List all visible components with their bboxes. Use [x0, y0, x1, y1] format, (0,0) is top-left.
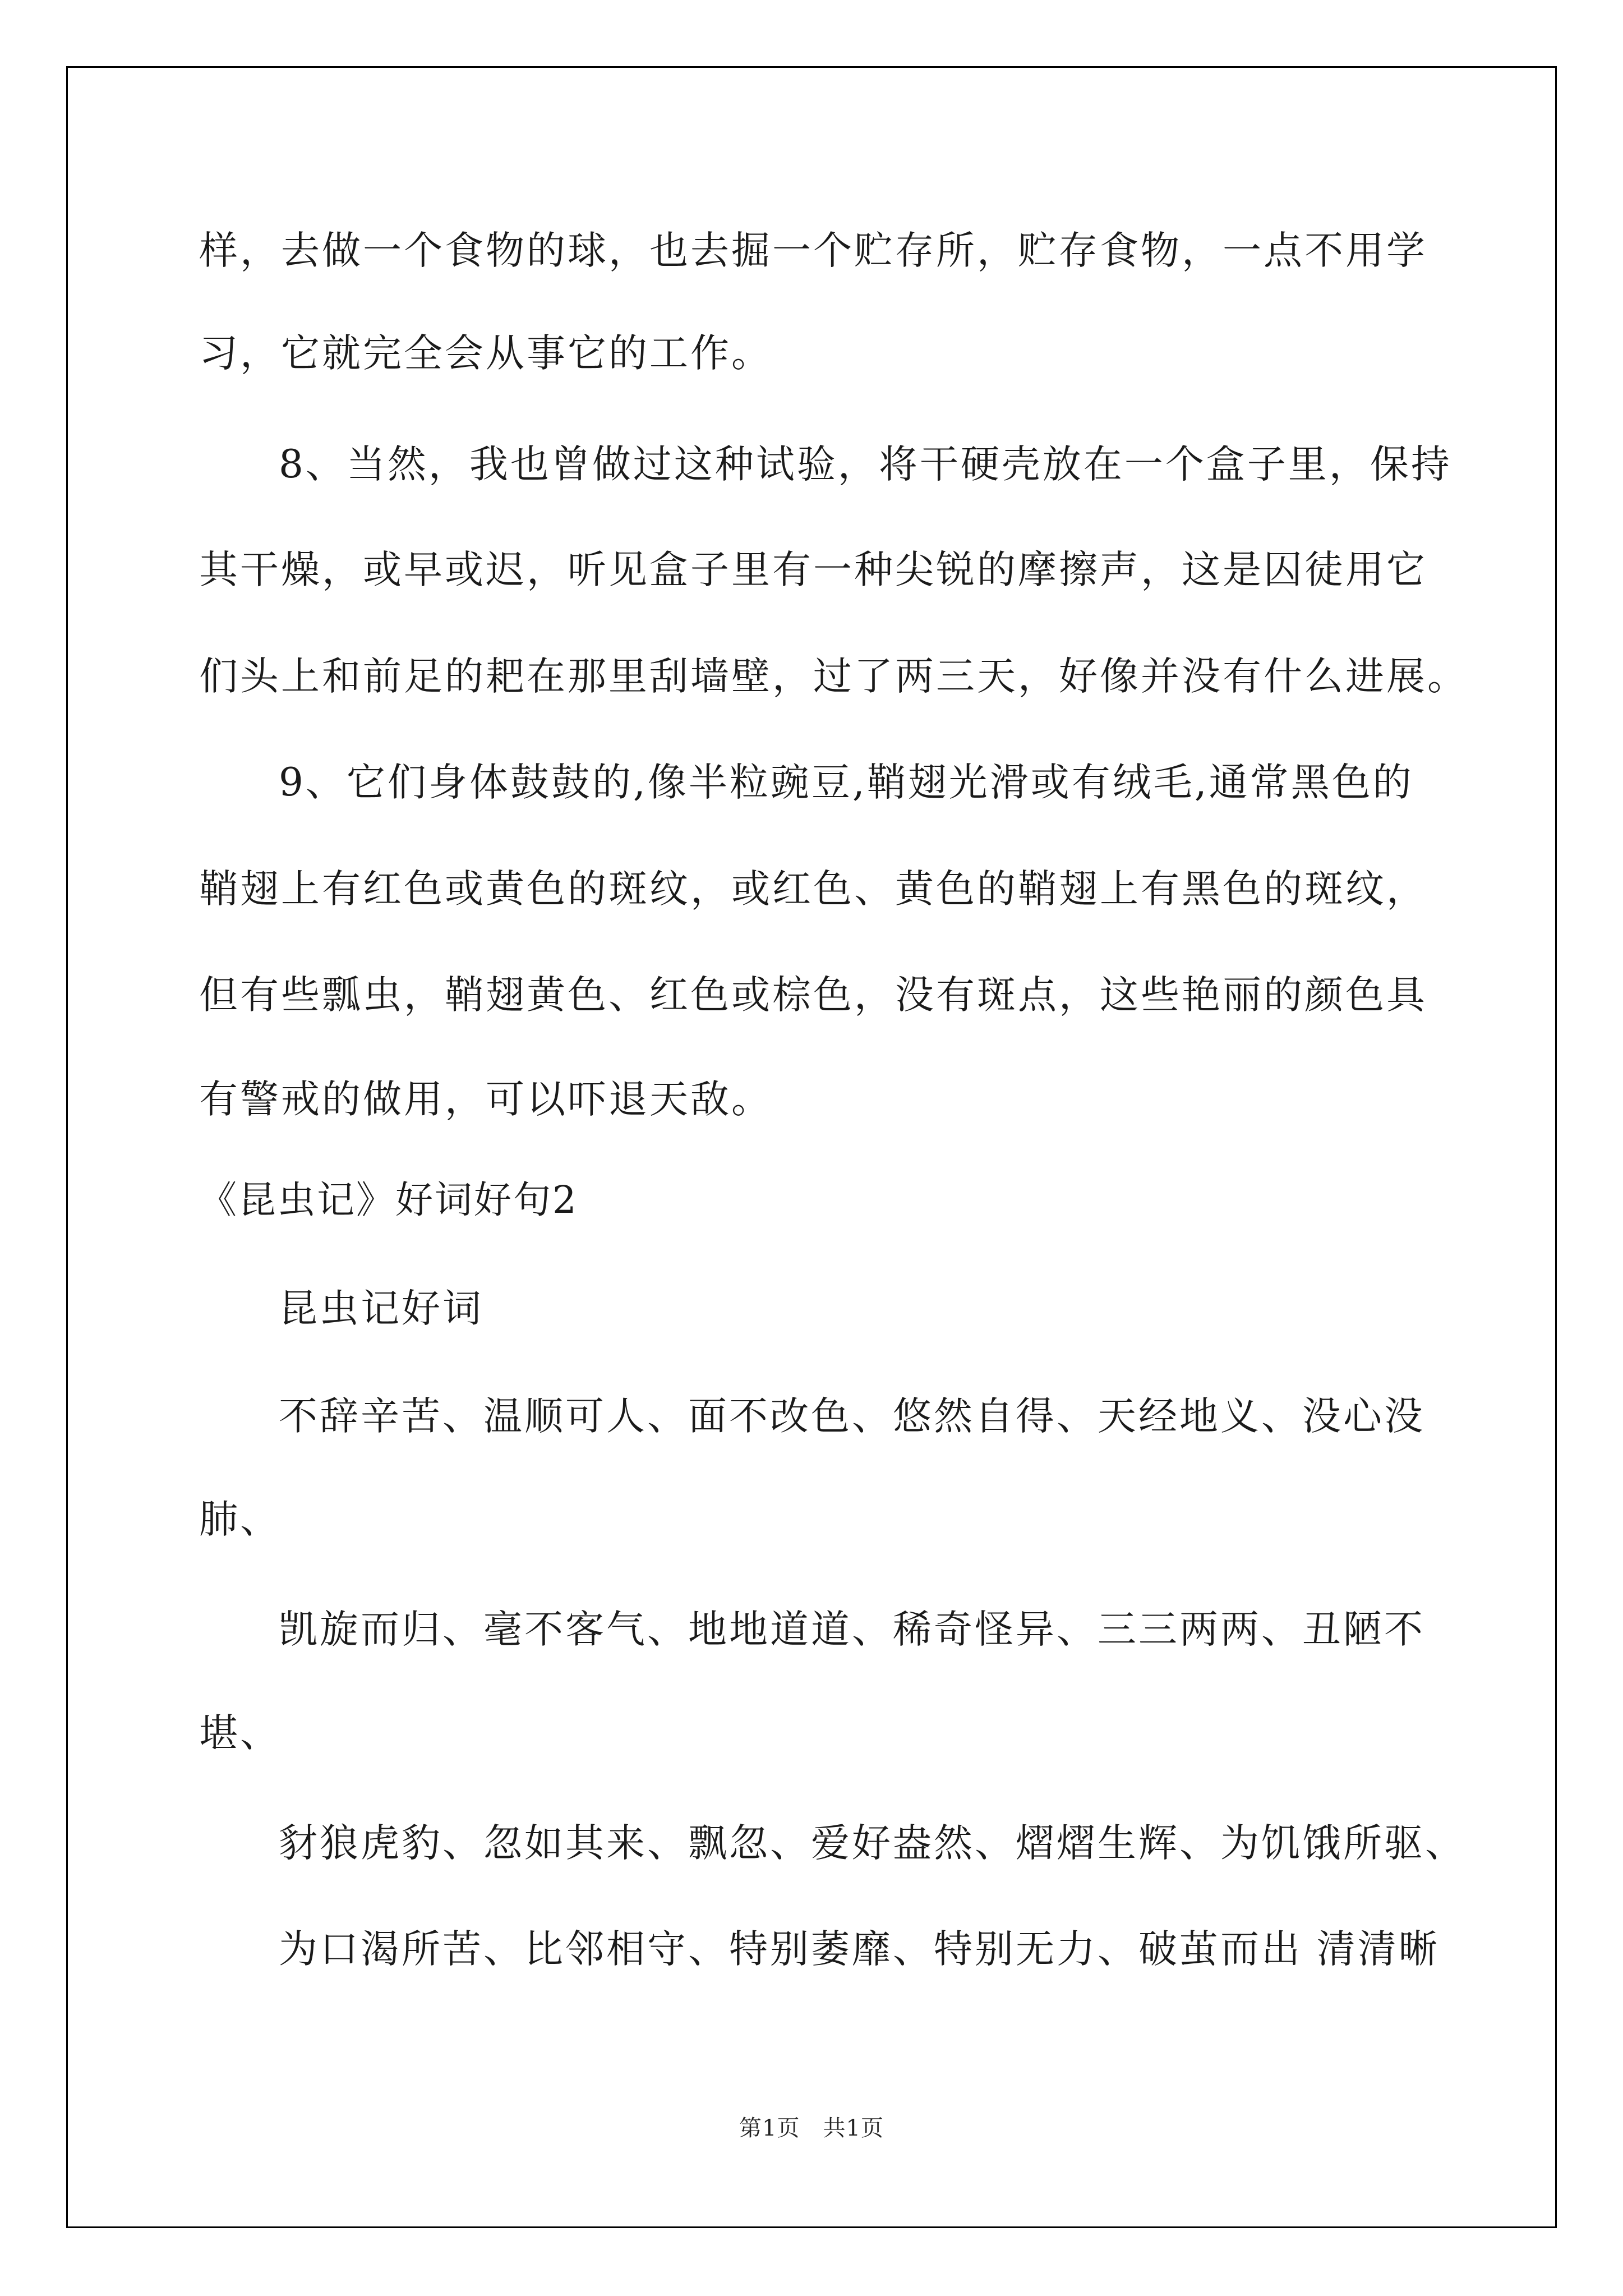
text-line: 豺狼虎豹、忽如其来、飘忽、爱好盎然、熠熠生辉、为饥饿所驱、	[279, 1821, 1466, 1866]
section-heading: 《昆虫记》好词好句2	[199, 1178, 578, 1222]
text-line: 其干燥，或早或迟，听见盒子里有一种尖锐的摩擦声，这是囚徒用它	[199, 547, 1427, 592]
text-line: 肺、	[199, 1497, 281, 1542]
text-line: 但有些瓢虫，鞘翅黄色、红色或棕色，没有斑点，这些艳丽的颜色具	[199, 973, 1427, 1018]
text-line: 为口渴所苦、比邻相守、特别萎靡、特别无力、破茧而出 清清晰	[279, 1927, 1440, 1972]
text-line: 们头上和前足的耙在那里刮墙壁，过了两三天，好像并没有什么进展。	[199, 654, 1468, 699]
page-footer: 第1页 共1页	[739, 2115, 884, 2141]
subheading: 昆虫记好词	[279, 1286, 483, 1331]
text-line: 习，它就完全会从事它的工作。	[199, 331, 772, 376]
text-line: 鞘翅上有红色或黄色的斑纹，或红色、黄色的鞘翅上有黑色的斑纹，	[199, 867, 1427, 912]
text-line: 9、它们身体鼓鼓的,像半粒豌豆,鞘翅光滑或有绒毛,通常黑色的	[279, 760, 1414, 805]
text-line: 凯旋而归、毫不客气、地地道道、稀奇怪异、三三两两、丑陋不	[279, 1607, 1425, 1652]
text-line: 有警戒的做用，可以吓退天敌。	[199, 1077, 772, 1122]
text-line: 8、当然，我也曾做过这种试验，将干硬壳放在一个盒子里，保持	[279, 442, 1452, 487]
page-border	[66, 66, 1557, 2228]
text-line: 不辞辛苦、温顺可人、面不改色、悠然自得、天经地义、没心没	[279, 1394, 1425, 1439]
text-line: 堪、	[199, 1711, 281, 1756]
text-line: 样，去做一个食物的球，也去掘一个贮存所，贮存食物，一点不用学	[199, 228, 1427, 273]
